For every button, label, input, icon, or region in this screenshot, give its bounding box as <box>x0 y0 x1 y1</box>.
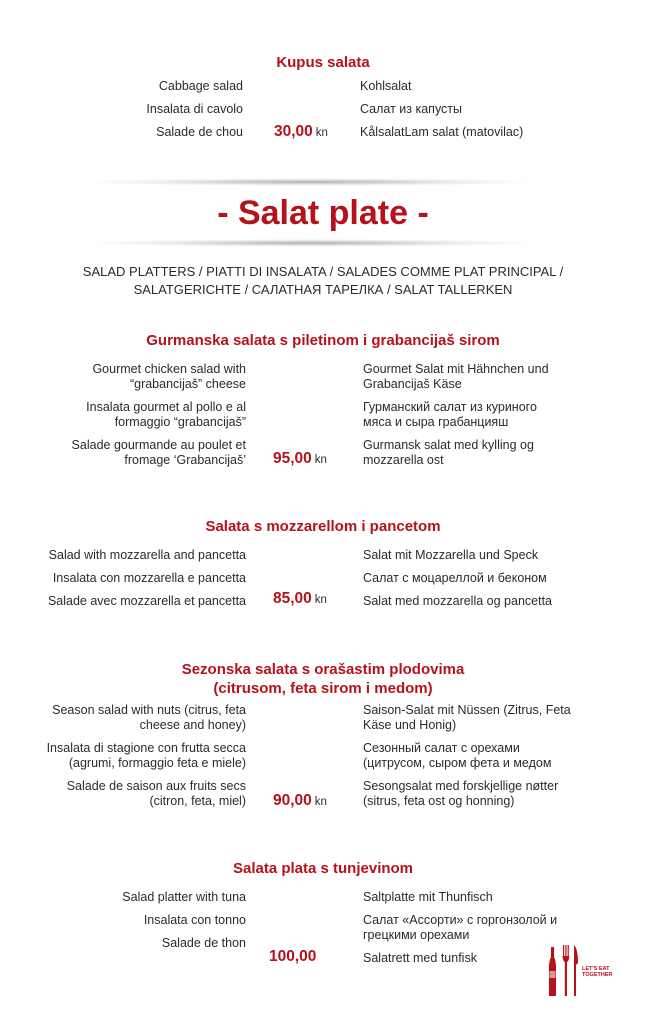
translation-de-line1: Saison-Salat mit Nüssen (Zitrus, Feta <box>363 703 571 717</box>
subheading-line-2: SALATGERICHTE / САЛАТНАЯ ТАРЕЛКА / SALAT TALLERKEN <box>133 282 513 297</box>
translation-en-line1: Gourmet chicken salad with <box>92 362 246 376</box>
price-value: 85,00 <box>273 590 312 607</box>
translation-ru-line2: мяса и сыра грабанцияш <box>363 415 509 429</box>
translation-fr-line2: fromage ‘Grabancijaš’ <box>124 453 246 467</box>
price-currency: kn <box>314 796 327 808</box>
translation-it-line2: formaggio “grabancijaš” <box>114 415 246 429</box>
translation-en: Salad with mozzarella and pancetta <box>48 548 246 562</box>
translation-ru-line1: Сезонный салат с орехами <box>363 741 520 755</box>
translation-fr: Salade avec mozzarella et pancetta <box>47 594 246 608</box>
dish-left-translations <box>20 548 246 608</box>
dish-title: Gurmanska salata s piletinom i grabancijaš sirom <box>146 332 500 349</box>
translation-ru-line2: (цитрусом, сыром фета и медом <box>363 756 552 770</box>
translation-no: Salat med mozzarella og pancetta <box>363 594 552 608</box>
dish-left-translations <box>40 890 246 950</box>
translation-ru: Салат из капусты <box>360 102 463 116</box>
translation-fr-line1: Salade de saison aux fruits secs <box>66 779 246 793</box>
translation-no-line2: mozzarella ost <box>363 453 444 467</box>
dish-title: Sezonska salata s orašastim plodovima <box>181 661 465 678</box>
dish-price <box>269 948 319 966</box>
translation-no-line1: Gurmansk salat med kylling og <box>363 438 534 452</box>
translation-it-line1: Insalata di stagione con frutta secca <box>46 741 246 755</box>
dish-right-translations <box>363 548 603 608</box>
dish-right-translations <box>363 362 603 472</box>
translation-no: Salatrett med tunfisk <box>363 951 477 965</box>
logo-tagline-line1: LET'S EAT <box>582 966 610 972</box>
translation-de: Salat mit Mozzarella und Speck <box>363 548 539 562</box>
translation-no-line1: Sesongsalat med forskjellige nøtter <box>363 779 559 793</box>
translation-fr: Salade de chou <box>156 125 243 139</box>
dish-right-translations <box>363 703 603 813</box>
translation-ru-line1: Салат «Ассорти» с горгонзолой и <box>363 913 558 927</box>
translation-en: Salad platter with tuna <box>122 890 246 904</box>
translation-fr: Salade de thon <box>161 936 246 950</box>
price-value: 90,00 <box>273 792 312 809</box>
translation-de: Kohlsalat <box>360 79 412 93</box>
translation-fr-line2: (citron, feta, miel) <box>149 794 246 808</box>
dish-left-translations <box>40 362 246 472</box>
translation-no: KålsalatLam salat (matovilac) <box>360 125 524 139</box>
section-subheading <box>40 263 606 299</box>
translation-it: Insalata di cavolo <box>146 102 243 116</box>
divider-bottom <box>80 239 540 247</box>
translation-it: Insalata con tonno <box>143 913 246 927</box>
translation-fr-line1: Salade gourmande au poulet et <box>71 438 246 452</box>
price-currency: kn <box>315 127 328 139</box>
dish-price <box>273 792 327 810</box>
price-currency: kn <box>314 594 327 606</box>
translation-en: Cabbage salad <box>158 79 243 93</box>
translation-en-line2: “grabancijaš” cheese <box>129 377 246 391</box>
translation-de-line2: Grabancijaš Käse <box>363 377 462 391</box>
translation-en-line2: cheese and honey) <box>139 718 246 732</box>
price-value: 30,00 <box>274 123 313 140</box>
dish-price <box>273 590 327 608</box>
translation-ru-line2: грецкими орехами <box>363 928 470 942</box>
dish-title-kupus: Kupus salata <box>276 54 370 71</box>
translation-ru-line1: Гурманский салат из куриного <box>363 400 537 414</box>
translation-it: Insalata con mozzarella e pancetta <box>52 571 246 585</box>
translation-ru: Салат с моцареллой и беконом <box>363 571 547 585</box>
subheading-line-1: SALAD PLATTERS / PIATTI DI INSALATA / SALADES COMME PLAT PRINCIPAL / <box>82 264 564 279</box>
translation-de-line2: Käse und Honig) <box>363 718 457 732</box>
logo-tagline <box>582 966 622 978</box>
translation-it-line2: (agrumi, formaggio feta e miele) <box>68 756 246 770</box>
dish-left-translations <box>20 703 246 813</box>
price-currency: kn <box>314 454 327 466</box>
dish-title: Salata s mozzarellom i pancetom <box>205 518 441 535</box>
dish-title-line2: (citrusom, feta sirom i medom) <box>213 680 433 697</box>
price-value: 95,00 <box>273 450 312 467</box>
translation-de-line1: Gourmet Salat mit Hähnchen und <box>363 362 549 376</box>
translation-en-line1: Season salad with nuts (citrus, feta <box>52 703 246 717</box>
price-value: 100,00 <box>269 948 317 965</box>
price-kupus <box>274 123 328 141</box>
kupus-left-translations <box>60 79 243 139</box>
dish-title: Salata plata s tunjevinom <box>232 860 414 877</box>
translation-de: Saltplatte mit Thunfisch <box>363 890 493 904</box>
translation-it-line1: Insalata gourmet al pollo e al <box>86 400 246 414</box>
divider-top <box>80 178 540 186</box>
section-heading: - Salat plate - <box>217 194 429 232</box>
kupus-right-translations <box>360 79 600 139</box>
translation-no-line2: (sitrus, feta ost og honning) <box>363 794 515 808</box>
dish-price <box>273 450 327 468</box>
logo-tagline-line2: TOGETHER <box>582 972 613 978</box>
